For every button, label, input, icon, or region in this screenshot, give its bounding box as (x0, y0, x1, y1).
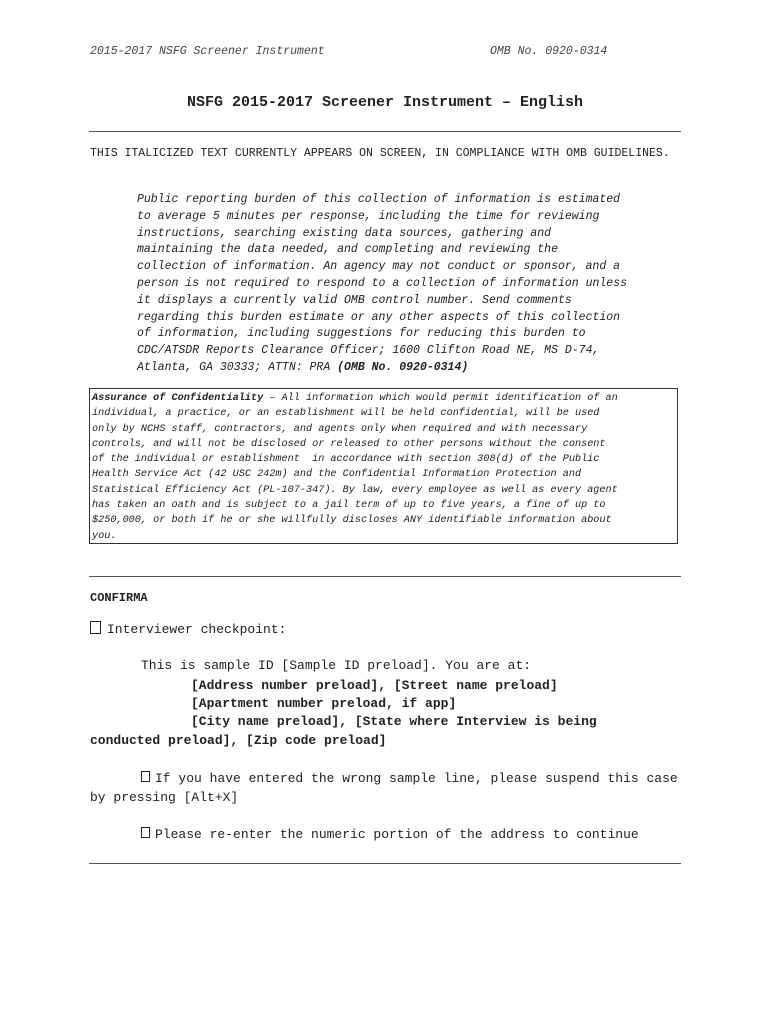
interviewer-checkpoint (90, 621, 286, 637)
option-reenter-address[interactable] (90, 825, 690, 844)
confidentiality-box (89, 388, 678, 544)
apartment-preload: [Apartment number preload, if app] (191, 696, 457, 711)
burden-line: regarding this burden estimate or any other aspects of this collection (137, 310, 621, 324)
checkpoint-checkbox[interactable] (90, 621, 101, 634)
confidentiality-line: $250,000, or both if he or she willfully discloses ANY identifiable information about (92, 515, 612, 527)
option-reenter-text: Please re-enter the numeric portion of the address to continue (155, 827, 639, 842)
title-divider (89, 131, 681, 132)
confidentiality-line: Statistical Efficiency Act (PL-107-347). By law, every employee as well as every agent (92, 484, 618, 496)
burden-line: to average 5 minutes per response, including the time for reviewing (137, 209, 600, 223)
burden-line: person is not required to respond to a collection of information unless (137, 276, 627, 290)
burden-statement (137, 192, 682, 377)
confidentiality-line: you. (92, 530, 117, 542)
checkpoint-label: Interviewer checkpoint: (107, 622, 287, 637)
burden-line: maintaining the data needed, and completing and reviewing the (137, 243, 558, 257)
option-checkbox[interactable] (141, 771, 150, 782)
section-divider-top (89, 576, 681, 577)
page-header (90, 45, 680, 58)
confidentiality-line: of the individual or establishment in accordance with section 308(d) of the Public (92, 454, 600, 466)
burden-line: Public reporting burden of this collection of information is estimated (137, 193, 621, 206)
burden-line: of information, including suggestions for reducing this burden to (137, 327, 586, 341)
header-title: 2015-2017 NSFG Screener Instrument (90, 45, 325, 58)
zip-preload: conducted preload], [Zip code preload] (90, 733, 387, 748)
confidentiality-label: Assurance of Confidentiality (92, 393, 264, 404)
burden-address: Atlanta, GA 30333; ATTN: PRA (137, 360, 338, 374)
header-omb-number: OMB No. 0920-0314 (490, 45, 608, 58)
section-label: CONFIRMA (90, 591, 148, 605)
sample-id-line: This is sample ID [Sample ID preload]. You are at: (141, 658, 532, 673)
confidentiality-line: has taken an oath and is subject to a jail term of up to five years, a fine of up to (92, 500, 606, 512)
burden-line: instructions, searching existing data sources, gathering and (137, 226, 552, 240)
option-wrong-sample-text: If you have entered the wrong sample line, please suspend this case by pressing [Alt+X] (90, 771, 678, 805)
city-state-preload: [City name preload], [State where Interview is being (191, 714, 597, 729)
section-divider-bottom (89, 863, 681, 864)
confidentiality-text: – All information which would permit identification of an (263, 393, 618, 404)
page-title: NSFG 2015-2017 Screener Instrument – English (186, 94, 584, 111)
burden-line (137, 360, 682, 377)
confidentiality-line: only by NCHS staff, contractors, and agents only when required and with necessary (92, 423, 588, 435)
confidentiality-line: Health Service Act (42 USC 242m) and the Confidential Information Protection and (92, 469, 582, 481)
burden-line: CDC/ATSDR Reports Clearance Officer; 1600 Clifton Road NE, MS D-74, (137, 344, 600, 358)
burden-line: collection of information. An agency may not conduct or sponsor, and a (137, 260, 621, 274)
confidentiality-line (92, 391, 675, 406)
address-preload: [Address number preload], [Street name preload] (191, 678, 558, 693)
option-checkbox[interactable] (141, 827, 150, 838)
burden-omb-number: (OMB No. 0920-0314) (337, 360, 469, 374)
confidentiality-line: controls, and will not be disclosed or released to other persons without the consent (92, 438, 606, 450)
confidentiality-line: individual, a practice, or an establishment will be held confidential, will be used (92, 408, 600, 420)
burden-line: it displays a currently valid OMB control number. Send comments (137, 293, 572, 307)
omb-notice: THIS ITALICIZED TEXT CURRENTLY APPEARS ON SCREEN, IN COMPLIANCE WITH OMB GUIDELINES. (90, 147, 670, 160)
option-wrong-sample-line[interactable] (90, 769, 690, 807)
